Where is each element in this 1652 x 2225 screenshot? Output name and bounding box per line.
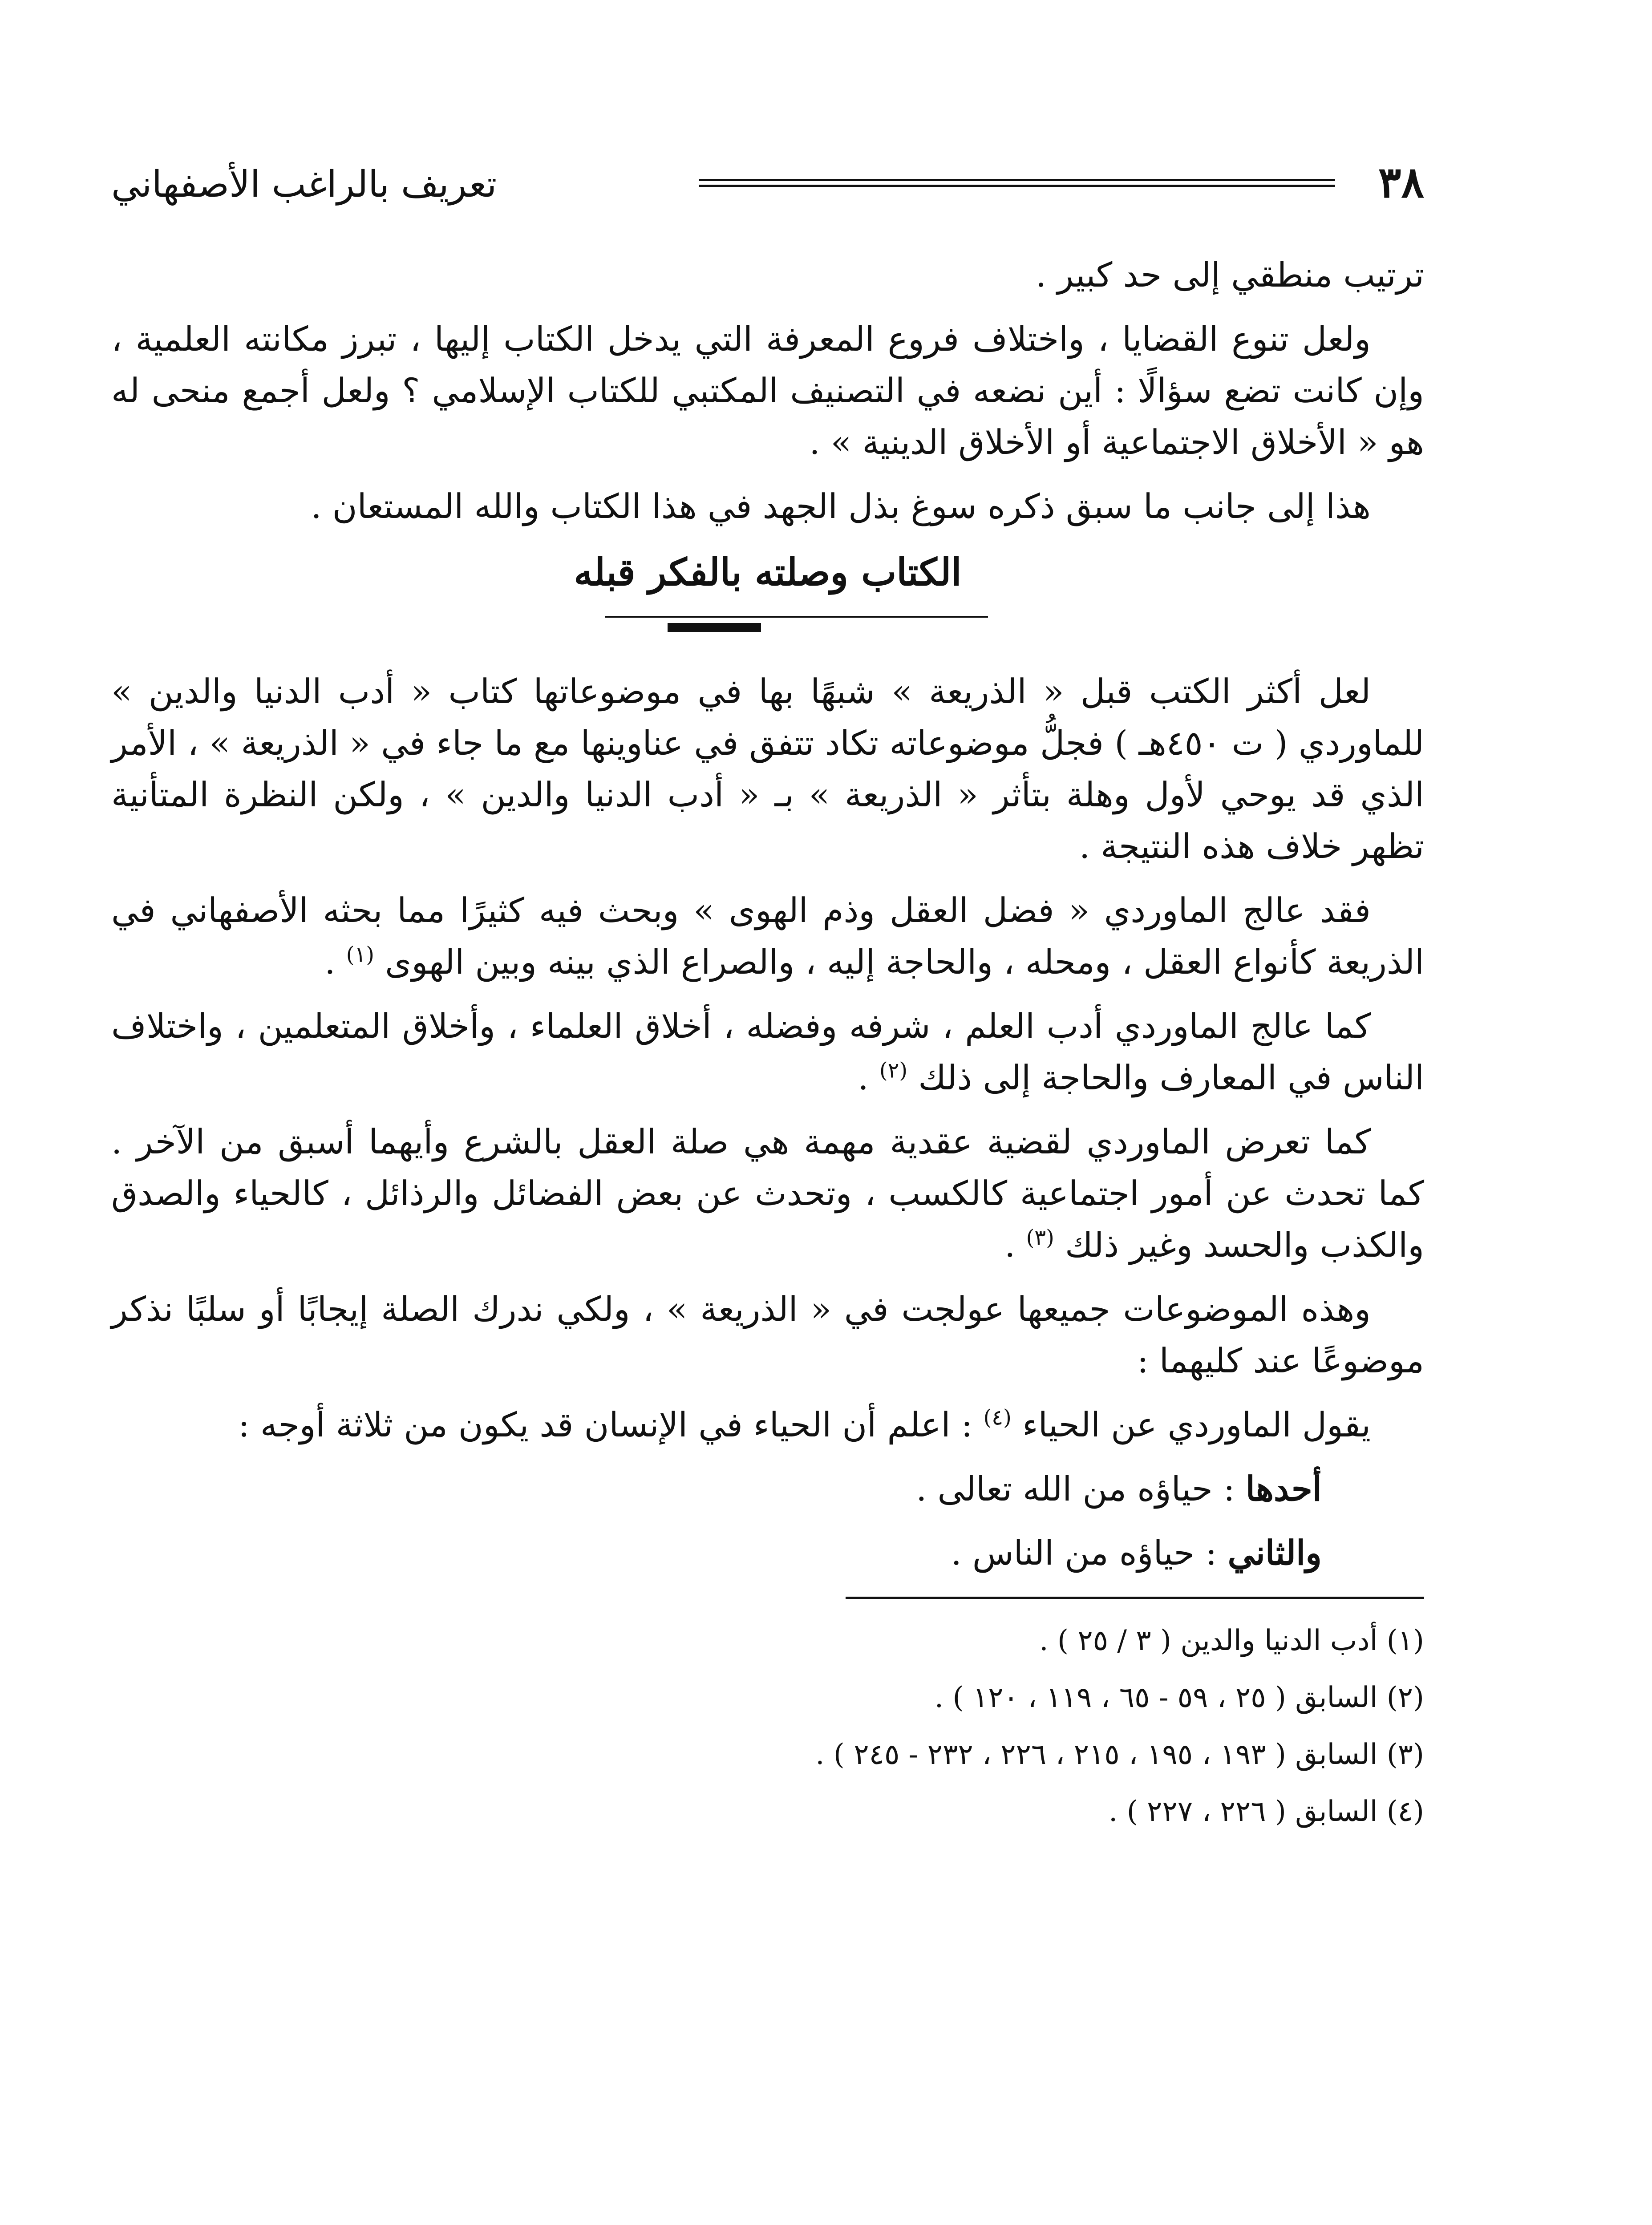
paragraph-end: . (858, 1058, 879, 1097)
section-heading: الكتاب وصلته بالفكر قبله (574, 550, 962, 594)
paragraph-text: لعل أكثر الكتب قبل « الذريعة » شبهًا بها في موضوعاتها كتاب « أدب الدنيا والدين » للماوردي ( ت ٤٥٠هـ ) فجلُّ موضوعاته تكاد تتفق في عناوينها مع ما جاء في « الذريعة » ، الأمر الذي قد يوحي لأول وهلة بتأثر « الذريعة » بـ « أدب الدنيا والدين » ، ولكن النظرة المتأنية تظهر خلاف هذه النتيجة . (111, 672, 1424, 866)
footnote: (١) أدب الدنيا والدين ( ٣ / ٢٥ ) . (1039, 1624, 1424, 1657)
quote-item-label: أحدها (1245, 1469, 1322, 1509)
footnote-ref[interactable]: (٣) (1026, 1225, 1054, 1250)
paragraph (111, 1000, 1424, 1104)
quote-item-text: : حياؤه من الله تعالى . (916, 1469, 1246, 1509)
footnote-separator (846, 1597, 1424, 1599)
paragraph (111, 1116, 1424, 1271)
footnote-ref[interactable]: (١) (346, 942, 374, 967)
running-header (111, 147, 1424, 227)
quote-intro-rest: : اعلم أن الحياء في الإنسان قد يكون من ثلاثة أوجه : (238, 1405, 984, 1444)
footnote: (٣) السابق ( ١٩٣ ، ١٩٥ ، ٢١٥ ، ٢٢٦ ، ٢٣٢ - ٢٤٥ ) . (815, 1738, 1424, 1771)
quote-intro (111, 1399, 1424, 1451)
quote-item-label: والثاني (1227, 1533, 1322, 1573)
running-title: تعريف بالراغب الأصفهاني (111, 163, 497, 206)
paragraph-text: كما عالج الماوردي أدب العلم ، شرفه وفضله ، أخلاق العلماء ، وأخلاق المتعلمين ، واختلاف الناس في المعارف والحاجة إلى ذلك (111, 1006, 1424, 1097)
page-body (111, 249, 1424, 1840)
footnotes (111, 1612, 1424, 1840)
footnote-ref[interactable]: (٤) (983, 1405, 1012, 1430)
paragraph-continuation: ترتيب منطقي إلى حد كبير . (1036, 255, 1424, 295)
paragraph: ولعل تنوع القضايا ، واختلاف فروع المعرفة التي يدخل الكتاب إليها ، تبرز مكانته العلمية ، وإن كانت تضع سؤالًا : أين نضعه في التصنيف المكتبي للكتاب الإسلامي ؟ ولعل أجمع منحى له هو « الأخلاق الاجتماعية أو الأخلاق الدينية » . (111, 319, 1424, 462)
header-double-rule (699, 179, 1335, 187)
quote-item-text: : حياؤه من الناس . (951, 1533, 1228, 1573)
ornament-thin-line (605, 616, 988, 618)
quote-item (111, 1527, 1424, 1579)
paragraph-text: وهذه الموضوعات جميعها عولجت في « الذريعة » ، ولكي ندرك الصلة إيجابًا أو سلبًا نذكر موضوعًا عند كليهما : (111, 1289, 1424, 1380)
footnote-ref[interactable]: (٢) (879, 1058, 908, 1083)
ornament-thick-bar (668, 623, 761, 632)
paragraph-text: كما تعرض الماوردي لقضية عقدية مهمة هي صلة العقل بالشرع وأيهما أسبق من الآخر . كما تحدث عن أمور اجتماعية كالكسب ، وتحدث عن بعض الفضائل والرذائل ، كالحياء والصدق والكذب والحسد وغير ذلك (111, 1122, 1424, 1265)
footnote: (٤) السابق ( ٢٢٦ ، ٢٢٧ ) . (1109, 1795, 1424, 1828)
paragraph-text: فقد عالج الماوردي « فضل العقل وذم الهوى » وبحث فيه كثيرًا مما بحثه الأصفهاني في الذريعة كأنواع العقل ، ومحله ، والحاجة إليه ، والصراع الذي بينه وبين الهوى (111, 890, 1424, 982)
paragraph (111, 885, 1424, 988)
paragraph-end: . (324, 942, 346, 982)
page-number: ٣٨ (1378, 157, 1424, 207)
paragraph (111, 1283, 1424, 1387)
footnote: (٢) السابق ( ٢٥ ، ٥٩ - ٦٥ ، ١١٩ ، ١٢٠ ) . (934, 1681, 1424, 1714)
paragraph (111, 666, 1424, 872)
heading-ornament (111, 603, 1424, 639)
paragraph: هذا إلى جانب ما سبق ذكره سوغ بذل الجهد في هذا الكتاب والله المستعان . (311, 486, 1371, 526)
paragraph-end: . (1004, 1225, 1026, 1265)
quote-intro-text: يقول الماوردي عن الحياء (1022, 1405, 1371, 1444)
quote-item (111, 1463, 1424, 1515)
